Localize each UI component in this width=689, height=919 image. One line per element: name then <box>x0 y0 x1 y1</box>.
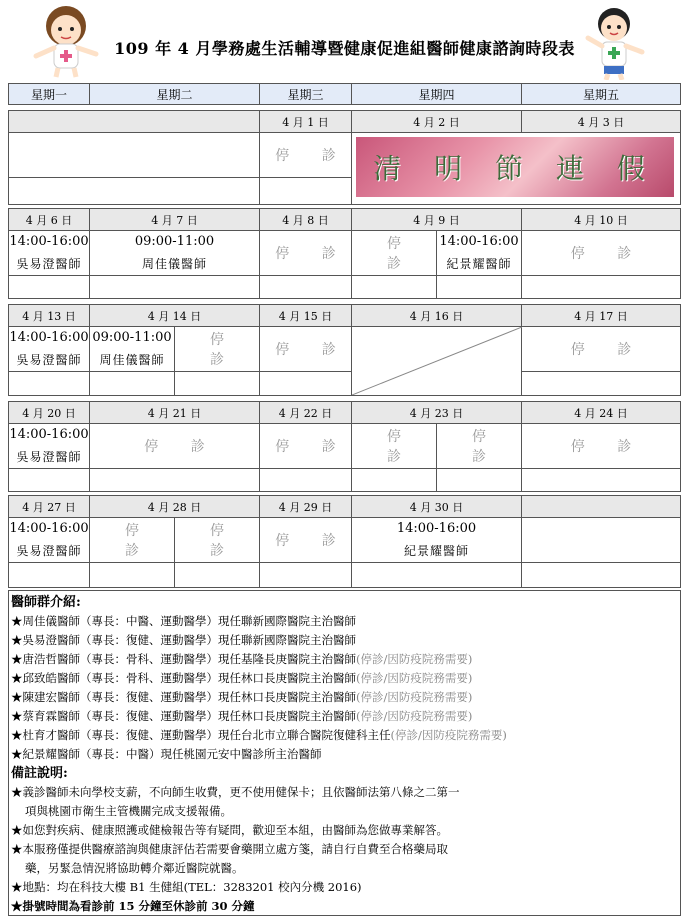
doctor-item <box>11 669 678 688</box>
date-cell: 4 月 30 日 <box>352 496 522 518</box>
empty-cell <box>352 276 437 298</box>
appointment-time: 14:00-16:00 <box>439 234 519 249</box>
stop-cell: 停 診 <box>175 327 260 372</box>
doctor-item <box>11 688 678 707</box>
stop-cell: 停 診 <box>260 424 352 469</box>
weekday-wed: 星期三 <box>260 84 352 104</box>
week-4 <box>8 401 681 492</box>
remark-line: ★地點：均在科技大樓 B1 生健組(TEL：3283201 校內分機 2016) <box>11 880 362 894</box>
stop-cell: 停 診 <box>352 231 437 276</box>
empty-cell <box>90 469 260 491</box>
doctor-text: ★周佳儀醫師（專長：中醫、運動醫學）現任聯新國際醫院主治醫師 <box>11 614 356 628</box>
appointment-doctor: 吳易澄醫師 <box>16 450 82 464</box>
appointment-cell <box>9 231 90 276</box>
week-5 <box>8 495 681 588</box>
empty-cell <box>260 372 352 395</box>
empty-cell <box>522 518 680 563</box>
date-cell: 4 月 3 日 <box>522 111 680 133</box>
appointment-doctor: 紀景耀醫師 <box>403 544 469 558</box>
remark-line: ★義診醫師未向學校支薪，不向師生收費，更不使用健保卡；且依醫師法第八條之二第一 <box>11 785 460 799</box>
closed-cell <box>352 327 522 395</box>
date-cell: 4 月 27 日 <box>9 496 90 518</box>
appointment-time: 09:00-11:00 <box>92 330 172 345</box>
doctors-heading: 醫師群介紹: <box>11 595 81 610</box>
stop-cell: 停 診 <box>90 424 260 469</box>
appointment-cell <box>9 424 90 469</box>
holiday-banner <box>356 137 674 197</box>
doctor-text: ★陳建宏醫師（專長：復健、運動醫學）現任林口長庚醫院主治醫師 <box>11 690 356 704</box>
notes-section <box>8 590 681 916</box>
stop-cell: 停 診 <box>522 424 680 469</box>
week-2 <box>8 208 681 299</box>
appointment-cell <box>9 518 90 563</box>
stop-cell: 停 診 <box>260 327 352 372</box>
appointment-doctor: 紀景耀醫師 <box>446 257 512 271</box>
remark-line: ★如您對疾病、健康照護或健檢報告等有疑問，歡迎至本組，由醫師為您做專業解答。 <box>11 823 448 837</box>
stop-cell: 停 診 <box>260 133 352 178</box>
date-cell: 4 月 2 日 <box>352 111 522 133</box>
doctor-item <box>11 631 678 650</box>
empty-cell <box>9 372 90 395</box>
date-cell: 4 月 10 日 <box>522 209 680 231</box>
appointment-cell <box>437 231 522 276</box>
doctor-text: ★紀景耀醫師（專長：中醫）現任桃園元安中醫診所主治醫師 <box>11 747 322 761</box>
date-cell: 4 月 28 日 <box>90 496 260 518</box>
date-cell: 4 月 22 日 <box>260 402 352 424</box>
appointment-time: 14:00-16:00 <box>9 521 89 536</box>
date-cell: 4 月 23 日 <box>352 402 522 424</box>
empty-cell <box>9 276 90 298</box>
doctor-note: (停診/因防疫院務需要) <box>356 709 473 723</box>
empty-cell <box>9 469 90 491</box>
appointment-time: 14:00-16:00 <box>396 521 477 536</box>
appointment-cell <box>9 327 90 372</box>
page-title: 109 年 4 月學務處生活輔導暨健康促進組醫師健康諮詢時段表 <box>114 39 575 58</box>
doctor-text: ★吳易澄醫師（專長：復健、運動醫學）現任聯新國際醫院主治醫師 <box>11 633 356 647</box>
doctor-note: (停診/因防疫院務需要) <box>356 671 473 685</box>
date-cell: 4 月 17 日 <box>522 305 680 327</box>
empty-cell <box>522 469 680 491</box>
empty-cell <box>90 276 260 298</box>
date-cell: 4 月 21 日 <box>90 402 260 424</box>
empty-cell <box>9 178 260 204</box>
date-cell: 4 月 24 日 <box>522 402 680 424</box>
remark-line: ★本服務僅提供醫療諮詢與健康評估若需要會藥開立處方箋，請自行自費至合格藥局取 <box>11 842 448 856</box>
weekday-fri: 星期五 <box>522 84 680 104</box>
appointment-cell <box>90 327 175 372</box>
empty-cell <box>175 563 260 587</box>
empty-cell <box>437 276 522 298</box>
appointment-time: 09:00-11:00 <box>134 234 215 249</box>
appointment-time: 14:00-16:00 <box>9 234 89 249</box>
appointment-doctor: 吳易澄醫師 <box>16 353 82 367</box>
date-cell: 4 月 16 日 <box>352 305 522 327</box>
appointment-cell <box>90 231 260 276</box>
doctor-item <box>11 650 678 669</box>
doctor-note: (停診/因防疫院務需要) <box>356 652 473 666</box>
stop-cell: 停 診 <box>175 518 260 563</box>
stop-cell: 停 診 <box>352 424 437 469</box>
date-cell: 4 月 6 日 <box>9 209 90 231</box>
date-cell: 4 月 20 日 <box>9 402 90 424</box>
stop-cell: 停 診 <box>260 518 352 563</box>
empty-cell <box>90 563 175 587</box>
appointment-time: 14:00-16:00 <box>9 427 89 442</box>
doctor-text: ★杜育才醫師（專長：復健、運動醫學）現任台北市立聯合醫院復健科主任 <box>11 728 391 742</box>
empty-cell <box>9 563 90 587</box>
doctor-note: (停診/因防疫院務需要) <box>356 690 473 704</box>
empty-cell <box>352 469 437 491</box>
empty-cell <box>522 372 680 395</box>
remark-line: ★掛號時間為看診前 15 分鐘至休診前 30 分鐘 <box>11 899 255 913</box>
weekday-thu: 星期四 <box>352 84 522 104</box>
doctor-item <box>11 612 678 631</box>
date-cell: 4 月 29 日 <box>260 496 352 518</box>
doctor-text: ★唐浩哲醫師（專長：骨科、運動醫學）現任基隆長庚醫院主治醫師 <box>11 652 356 666</box>
remark-line: 項與桃園市衛生主管機關完成支援報備。 <box>25 804 232 818</box>
empty-cell <box>260 563 352 587</box>
doctor-note: (停診/因防疫院務需要) <box>390 728 507 742</box>
stop-cell: 停 診 <box>437 424 522 469</box>
empty-cell <box>260 276 352 298</box>
weekday-tue: 星期二 <box>90 84 260 104</box>
stop-cell: 停 診 <box>90 518 175 563</box>
empty-cell <box>90 372 175 395</box>
appointment-doctor: 周佳儀醫師 <box>141 257 207 271</box>
week-3 <box>8 304 681 396</box>
stop-cell: 停 診 <box>522 327 680 372</box>
remarks-heading: 備註說明: <box>11 766 68 781</box>
empty-cell <box>9 133 260 178</box>
empty-cell <box>522 276 680 298</box>
date-cell: 4 月 9 日 <box>352 209 522 231</box>
stop-cell: 停 診 <box>260 231 352 276</box>
date-cell: 4 月 15 日 <box>260 305 352 327</box>
date-cell: 4 月 14 日 <box>90 305 260 327</box>
remark-line: 藥，另緊急情況將協助轉介鄰近醫院就醫。 <box>25 861 244 875</box>
date-cell: 4 月 13 日 <box>9 305 90 327</box>
appointment-doctor: 吳易澄醫師 <box>16 257 82 271</box>
appointment-time: 14:00-16:00 <box>9 330 89 345</box>
date-cell <box>522 496 680 518</box>
stop-cell: 停 診 <box>522 231 680 276</box>
doctor-item <box>11 745 678 764</box>
empty-cell <box>522 563 680 587</box>
week1-blank-header <box>9 111 260 133</box>
doctor-text: ★邱致皓醫師（專長：骨科、運動醫學）現任林口長庚醫院主治醫師 <box>11 671 356 685</box>
weekday-header <box>8 83 681 105</box>
empty-cell <box>175 372 260 395</box>
empty-cell <box>260 178 352 204</box>
weekday-mon: 星期一 <box>9 84 90 104</box>
empty-cell <box>260 469 352 491</box>
appointment-cell <box>352 518 522 563</box>
diagonal-line <box>352 327 522 395</box>
date-cell: 4 月 1 日 <box>260 111 352 133</box>
appointment-doctor: 周佳儀醫師 <box>99 353 165 367</box>
empty-cell <box>437 469 522 491</box>
doctor-item <box>11 707 678 726</box>
date-cell: 4 月 8 日 <box>260 209 352 231</box>
date-cell: 4 月 7 日 <box>90 209 260 231</box>
empty-cell <box>352 563 522 587</box>
doctor-text: ★蔡育霖醫師（專長：復健、運動醫學）現任林口長庚醫院主治醫師 <box>11 709 356 723</box>
doctor-item <box>11 726 678 745</box>
appointment-doctor: 吳易澄醫師 <box>16 544 82 558</box>
holiday-label: 清 明 節 連 假 <box>373 152 657 185</box>
